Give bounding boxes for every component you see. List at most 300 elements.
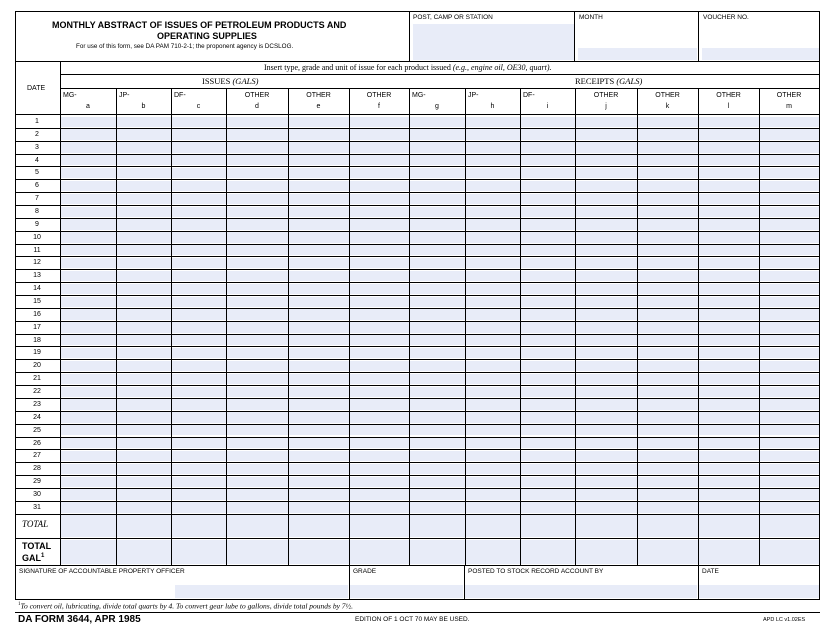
day-11-cell-e[interactable]: [289, 245, 349, 255]
day-1-cell-b[interactable]: [117, 117, 171, 127]
day-28-cell-k[interactable]: [638, 464, 698, 474]
day-8-cell-l[interactable]: [699, 207, 759, 217]
day-14-cell-d[interactable]: [227, 284, 288, 294]
day-12-cell-e[interactable]: [289, 258, 349, 268]
day-27-cell-c[interactable]: [172, 451, 226, 461]
day-14-cell-a[interactable]: [61, 284, 116, 294]
day-20-cell-j[interactable]: [576, 361, 637, 371]
day-29-cell-i[interactable]: [521, 477, 575, 487]
day-4-cell-i[interactable]: [521, 155, 575, 165]
day-22-cell-j[interactable]: [576, 387, 637, 397]
day-8-cell-m[interactable]: [760, 207, 819, 217]
day-19-cell-f[interactable]: [350, 348, 409, 358]
day-15-cell-f[interactable]: [350, 297, 409, 307]
day-2-cell-j[interactable]: [576, 129, 637, 139]
day-7-cell-k[interactable]: [638, 194, 698, 204]
day-16-cell-f[interactable]: [350, 309, 409, 319]
day-18-cell-a[interactable]: [61, 335, 116, 345]
day-13-cell-m[interactable]: [760, 271, 819, 281]
day-3-cell-a[interactable]: [61, 142, 116, 152]
day-25-cell-m[interactable]: [760, 425, 819, 435]
day-3-cell-e[interactable]: [289, 142, 349, 152]
total-cell-e[interactable]: [289, 515, 349, 537]
day-11-cell-d[interactable]: [227, 245, 288, 255]
day-20-cell-e[interactable]: [289, 361, 349, 371]
day-3-cell-c[interactable]: [172, 142, 226, 152]
day-4-cell-k[interactable]: [638, 155, 698, 165]
day-15-cell-k[interactable]: [638, 297, 698, 307]
day-30-cell-e[interactable]: [289, 489, 349, 499]
day-15-cell-g[interactable]: [410, 297, 465, 307]
total-gal-cell-i[interactable]: [521, 540, 575, 564]
day-17-cell-m[interactable]: [760, 322, 819, 332]
day-19-cell-m[interactable]: [760, 348, 819, 358]
day-21-cell-b[interactable]: [117, 374, 171, 384]
day-4-cell-l[interactable]: [699, 155, 759, 165]
day-28-cell-b[interactable]: [117, 464, 171, 474]
total-gal-cell-b[interactable]: [117, 540, 171, 564]
day-28-cell-c[interactable]: [172, 464, 226, 474]
day-4-cell-g[interactable]: [410, 155, 465, 165]
total-gal-cell-d[interactable]: [227, 540, 288, 564]
day-4-cell-b[interactable]: [117, 155, 171, 165]
day-28-cell-d[interactable]: [227, 464, 288, 474]
day-28-cell-j[interactable]: [576, 464, 637, 474]
day-22-cell-g[interactable]: [410, 387, 465, 397]
day-11-cell-m[interactable]: [760, 245, 819, 255]
day-31-cell-m[interactable]: [760, 502, 819, 512]
day-26-cell-c[interactable]: [172, 438, 226, 448]
day-22-cell-l[interactable]: [699, 387, 759, 397]
day-7-cell-j[interactable]: [576, 194, 637, 204]
day-30-cell-j[interactable]: [576, 489, 637, 499]
day-13-cell-i[interactable]: [521, 271, 575, 281]
day-31-cell-k[interactable]: [638, 502, 698, 512]
day-23-cell-h[interactable]: [466, 399, 520, 409]
day-12-cell-i[interactable]: [521, 258, 575, 268]
day-17-cell-h[interactable]: [466, 322, 520, 332]
day-28-cell-e[interactable]: [289, 464, 349, 474]
day-18-cell-j[interactable]: [576, 335, 637, 345]
day-14-cell-b[interactable]: [117, 284, 171, 294]
day-14-cell-c[interactable]: [172, 284, 226, 294]
day-13-cell-h[interactable]: [466, 271, 520, 281]
day-12-cell-f[interactable]: [350, 258, 409, 268]
day-30-cell-h[interactable]: [466, 489, 520, 499]
day-4-cell-a[interactable]: [61, 155, 116, 165]
day-17-cell-b[interactable]: [117, 322, 171, 332]
day-17-cell-l[interactable]: [699, 322, 759, 332]
day-30-cell-i[interactable]: [521, 489, 575, 499]
day-8-cell-c[interactable]: [172, 207, 226, 217]
day-27-cell-i[interactable]: [521, 451, 575, 461]
day-25-cell-k[interactable]: [638, 425, 698, 435]
day-1-cell-g[interactable]: [410, 117, 465, 127]
day-6-cell-k[interactable]: [638, 181, 698, 191]
day-9-cell-j[interactable]: [576, 219, 637, 229]
day-28-cell-f[interactable]: [350, 464, 409, 474]
day-5-cell-f[interactable]: [350, 168, 409, 178]
day-3-cell-j[interactable]: [576, 142, 637, 152]
day-25-cell-g[interactable]: [410, 425, 465, 435]
day-30-cell-b[interactable]: [117, 489, 171, 499]
day-11-cell-i[interactable]: [521, 245, 575, 255]
day-2-cell-b[interactable]: [117, 129, 171, 139]
day-8-cell-e[interactable]: [289, 207, 349, 217]
day-13-cell-l[interactable]: [699, 271, 759, 281]
day-7-cell-b[interactable]: [117, 194, 171, 204]
day-26-cell-a[interactable]: [61, 438, 116, 448]
day-23-cell-l[interactable]: [699, 399, 759, 409]
day-14-cell-g[interactable]: [410, 284, 465, 294]
day-11-cell-a[interactable]: [61, 245, 116, 255]
day-1-cell-f[interactable]: [350, 117, 409, 127]
day-8-cell-j[interactable]: [576, 207, 637, 217]
day-6-cell-d[interactable]: [227, 181, 288, 191]
day-27-cell-b[interactable]: [117, 451, 171, 461]
day-17-cell-a[interactable]: [61, 322, 116, 332]
total-cell-h[interactable]: [466, 515, 520, 537]
day-23-cell-d[interactable]: [227, 399, 288, 409]
day-16-cell-k[interactable]: [638, 309, 698, 319]
total-cell-i[interactable]: [521, 515, 575, 537]
total-gal-cell-f[interactable]: [350, 540, 409, 564]
day-17-cell-k[interactable]: [638, 322, 698, 332]
day-2-cell-c[interactable]: [172, 129, 226, 139]
day-3-cell-d[interactable]: [227, 142, 288, 152]
day-26-cell-d[interactable]: [227, 438, 288, 448]
day-22-cell-f[interactable]: [350, 387, 409, 397]
day-10-cell-f[interactable]: [350, 232, 409, 242]
day-31-cell-l[interactable]: [699, 502, 759, 512]
day-24-cell-l[interactable]: [699, 412, 759, 422]
signature-officer-field[interactable]: [175, 585, 348, 598]
day-22-cell-b[interactable]: [117, 387, 171, 397]
day-5-cell-k[interactable]: [638, 168, 698, 178]
day-7-cell-f[interactable]: [350, 194, 409, 204]
day-28-cell-h[interactable]: [466, 464, 520, 474]
day-10-cell-c[interactable]: [172, 232, 226, 242]
day-8-cell-a[interactable]: [61, 207, 116, 217]
day-5-cell-j[interactable]: [576, 168, 637, 178]
day-2-cell-f[interactable]: [350, 129, 409, 139]
day-21-cell-m[interactable]: [760, 374, 819, 384]
day-7-cell-h[interactable]: [466, 194, 520, 204]
day-14-cell-f[interactable]: [350, 284, 409, 294]
posted-by-field[interactable]: [465, 585, 697, 598]
day-18-cell-m[interactable]: [760, 335, 819, 345]
day-19-cell-h[interactable]: [466, 348, 520, 358]
day-8-cell-h[interactable]: [466, 207, 520, 217]
day-25-cell-i[interactable]: [521, 425, 575, 435]
day-20-cell-g[interactable]: [410, 361, 465, 371]
day-30-cell-g[interactable]: [410, 489, 465, 499]
total-gal-cell-a[interactable]: [61, 540, 116, 564]
day-22-cell-a[interactable]: [61, 387, 116, 397]
day-29-cell-c[interactable]: [172, 477, 226, 487]
day-23-cell-g[interactable]: [410, 399, 465, 409]
day-24-cell-k[interactable]: [638, 412, 698, 422]
day-31-cell-h[interactable]: [466, 502, 520, 512]
day-22-cell-k[interactable]: [638, 387, 698, 397]
day-2-cell-m[interactable]: [760, 129, 819, 139]
day-25-cell-j[interactable]: [576, 425, 637, 435]
total-gal-cell-e[interactable]: [289, 540, 349, 564]
day-20-cell-k[interactable]: [638, 361, 698, 371]
day-13-cell-e[interactable]: [289, 271, 349, 281]
day-14-cell-k[interactable]: [638, 284, 698, 294]
day-13-cell-g[interactable]: [410, 271, 465, 281]
day-2-cell-d[interactable]: [227, 129, 288, 139]
day-23-cell-k[interactable]: [638, 399, 698, 409]
day-28-cell-a[interactable]: [61, 464, 116, 474]
day-6-cell-l[interactable]: [699, 181, 759, 191]
day-23-cell-i[interactable]: [521, 399, 575, 409]
day-18-cell-g[interactable]: [410, 335, 465, 345]
day-17-cell-j[interactable]: [576, 322, 637, 332]
day-26-cell-e[interactable]: [289, 438, 349, 448]
day-10-cell-a[interactable]: [61, 232, 116, 242]
day-24-cell-m[interactable]: [760, 412, 819, 422]
day-15-cell-d[interactable]: [227, 297, 288, 307]
day-27-cell-h[interactable]: [466, 451, 520, 461]
day-11-cell-h[interactable]: [466, 245, 520, 255]
day-14-cell-m[interactable]: [760, 284, 819, 294]
day-11-cell-f[interactable]: [350, 245, 409, 255]
day-31-cell-c[interactable]: [172, 502, 226, 512]
day-16-cell-b[interactable]: [117, 309, 171, 319]
date-signed-field[interactable]: [699, 585, 819, 598]
day-20-cell-l[interactable]: [699, 361, 759, 371]
day-12-cell-l[interactable]: [699, 258, 759, 268]
day-13-cell-a[interactable]: [61, 271, 116, 281]
day-11-cell-b[interactable]: [117, 245, 171, 255]
day-23-cell-m[interactable]: [760, 399, 819, 409]
day-18-cell-i[interactable]: [521, 335, 575, 345]
day-20-cell-c[interactable]: [172, 361, 226, 371]
day-29-cell-m[interactable]: [760, 477, 819, 487]
day-21-cell-l[interactable]: [699, 374, 759, 384]
day-22-cell-h[interactable]: [466, 387, 520, 397]
day-13-cell-f[interactable]: [350, 271, 409, 281]
day-22-cell-c[interactable]: [172, 387, 226, 397]
day-17-cell-e[interactable]: [289, 322, 349, 332]
day-7-cell-m[interactable]: [760, 194, 819, 204]
total-cell-a[interactable]: [61, 515, 116, 537]
day-15-cell-c[interactable]: [172, 297, 226, 307]
day-31-cell-g[interactable]: [410, 502, 465, 512]
day-20-cell-m[interactable]: [760, 361, 819, 371]
day-9-cell-d[interactable]: [227, 219, 288, 229]
day-9-cell-l[interactable]: [699, 219, 759, 229]
day-23-cell-f[interactable]: [350, 399, 409, 409]
day-29-cell-g[interactable]: [410, 477, 465, 487]
day-12-cell-c[interactable]: [172, 258, 226, 268]
day-15-cell-b[interactable]: [117, 297, 171, 307]
day-2-cell-g[interactable]: [410, 129, 465, 139]
day-25-cell-f[interactable]: [350, 425, 409, 435]
day-31-cell-e[interactable]: [289, 502, 349, 512]
day-14-cell-l[interactable]: [699, 284, 759, 294]
day-6-cell-f[interactable]: [350, 181, 409, 191]
day-6-cell-j[interactable]: [576, 181, 637, 191]
day-7-cell-c[interactable]: [172, 194, 226, 204]
day-9-cell-m[interactable]: [760, 219, 819, 229]
day-26-cell-k[interactable]: [638, 438, 698, 448]
day-13-cell-b[interactable]: [117, 271, 171, 281]
day-24-cell-g[interactable]: [410, 412, 465, 422]
day-29-cell-e[interactable]: [289, 477, 349, 487]
voucher-field[interactable]: [702, 48, 819, 60]
day-10-cell-g[interactable]: [410, 232, 465, 242]
day-21-cell-k[interactable]: [638, 374, 698, 384]
day-16-cell-m[interactable]: [760, 309, 819, 319]
day-25-cell-e[interactable]: [289, 425, 349, 435]
day-21-cell-j[interactable]: [576, 374, 637, 384]
day-2-cell-l[interactable]: [699, 129, 759, 139]
day-25-cell-l[interactable]: [699, 425, 759, 435]
day-6-cell-b[interactable]: [117, 181, 171, 191]
day-27-cell-m[interactable]: [760, 451, 819, 461]
day-6-cell-h[interactable]: [466, 181, 520, 191]
day-4-cell-j[interactable]: [576, 155, 637, 165]
total-cell-b[interactable]: [117, 515, 171, 537]
total-cell-j[interactable]: [576, 515, 637, 537]
day-26-cell-g[interactable]: [410, 438, 465, 448]
day-2-cell-e[interactable]: [289, 129, 349, 139]
day-17-cell-f[interactable]: [350, 322, 409, 332]
day-16-cell-j[interactable]: [576, 309, 637, 319]
day-15-cell-e[interactable]: [289, 297, 349, 307]
day-21-cell-a[interactable]: [61, 374, 116, 384]
day-26-cell-h[interactable]: [466, 438, 520, 448]
day-16-cell-c[interactable]: [172, 309, 226, 319]
day-25-cell-a[interactable]: [61, 425, 116, 435]
day-24-cell-j[interactable]: [576, 412, 637, 422]
day-29-cell-d[interactable]: [227, 477, 288, 487]
day-23-cell-e[interactable]: [289, 399, 349, 409]
day-30-cell-l[interactable]: [699, 489, 759, 499]
day-21-cell-i[interactable]: [521, 374, 575, 384]
day-22-cell-m[interactable]: [760, 387, 819, 397]
day-15-cell-j[interactable]: [576, 297, 637, 307]
day-19-cell-d[interactable]: [227, 348, 288, 358]
day-8-cell-d[interactable]: [227, 207, 288, 217]
day-5-cell-i[interactable]: [521, 168, 575, 178]
total-cell-f[interactable]: [350, 515, 409, 537]
day-22-cell-i[interactable]: [521, 387, 575, 397]
day-21-cell-c[interactable]: [172, 374, 226, 384]
day-12-cell-g[interactable]: [410, 258, 465, 268]
day-9-cell-i[interactable]: [521, 219, 575, 229]
day-18-cell-l[interactable]: [699, 335, 759, 345]
day-8-cell-g[interactable]: [410, 207, 465, 217]
day-4-cell-h[interactable]: [466, 155, 520, 165]
total-gal-cell-c[interactable]: [172, 540, 226, 564]
day-24-cell-d[interactable]: [227, 412, 288, 422]
day-7-cell-a[interactable]: [61, 194, 116, 204]
day-29-cell-l[interactable]: [699, 477, 759, 487]
day-16-cell-d[interactable]: [227, 309, 288, 319]
day-13-cell-j[interactable]: [576, 271, 637, 281]
day-15-cell-h[interactable]: [466, 297, 520, 307]
day-4-cell-f[interactable]: [350, 155, 409, 165]
day-11-cell-k[interactable]: [638, 245, 698, 255]
day-3-cell-h[interactable]: [466, 142, 520, 152]
month-field[interactable]: [578, 48, 697, 60]
day-18-cell-e[interactable]: [289, 335, 349, 345]
day-20-cell-a[interactable]: [61, 361, 116, 371]
day-27-cell-d[interactable]: [227, 451, 288, 461]
day-21-cell-f[interactable]: [350, 374, 409, 384]
day-26-cell-i[interactable]: [521, 438, 575, 448]
day-18-cell-d[interactable]: [227, 335, 288, 345]
day-21-cell-g[interactable]: [410, 374, 465, 384]
day-26-cell-m[interactable]: [760, 438, 819, 448]
day-10-cell-j[interactable]: [576, 232, 637, 242]
day-1-cell-d[interactable]: [227, 117, 288, 127]
day-29-cell-f[interactable]: [350, 477, 409, 487]
day-15-cell-l[interactable]: [699, 297, 759, 307]
day-7-cell-i[interactable]: [521, 194, 575, 204]
day-14-cell-j[interactable]: [576, 284, 637, 294]
total-gal-cell-j[interactable]: [576, 540, 637, 564]
day-3-cell-m[interactable]: [760, 142, 819, 152]
day-15-cell-i[interactable]: [521, 297, 575, 307]
day-12-cell-m[interactable]: [760, 258, 819, 268]
day-27-cell-f[interactable]: [350, 451, 409, 461]
day-10-cell-i[interactable]: [521, 232, 575, 242]
day-1-cell-l[interactable]: [699, 117, 759, 127]
day-18-cell-f[interactable]: [350, 335, 409, 345]
day-24-cell-b[interactable]: [117, 412, 171, 422]
day-9-cell-a[interactable]: [61, 219, 116, 229]
day-11-cell-c[interactable]: [172, 245, 226, 255]
day-12-cell-h[interactable]: [466, 258, 520, 268]
day-3-cell-k[interactable]: [638, 142, 698, 152]
day-26-cell-b[interactable]: [117, 438, 171, 448]
day-24-cell-e[interactable]: [289, 412, 349, 422]
day-6-cell-c[interactable]: [172, 181, 226, 191]
day-29-cell-h[interactable]: [466, 477, 520, 487]
day-21-cell-h[interactable]: [466, 374, 520, 384]
day-27-cell-e[interactable]: [289, 451, 349, 461]
day-12-cell-a[interactable]: [61, 258, 116, 268]
day-15-cell-a[interactable]: [61, 297, 116, 307]
day-29-cell-b[interactable]: [117, 477, 171, 487]
day-31-cell-b[interactable]: [117, 502, 171, 512]
day-2-cell-a[interactable]: [61, 129, 116, 139]
day-5-cell-h[interactable]: [466, 168, 520, 178]
day-1-cell-j[interactable]: [576, 117, 637, 127]
day-9-cell-e[interactable]: [289, 219, 349, 229]
day-1-cell-m[interactable]: [760, 117, 819, 127]
day-10-cell-m[interactable]: [760, 232, 819, 242]
day-11-cell-j[interactable]: [576, 245, 637, 255]
day-2-cell-h[interactable]: [466, 129, 520, 139]
day-4-cell-c[interactable]: [172, 155, 226, 165]
day-5-cell-d[interactable]: [227, 168, 288, 178]
day-9-cell-k[interactable]: [638, 219, 698, 229]
total-gal-cell-k[interactable]: [638, 540, 698, 564]
day-9-cell-f[interactable]: [350, 219, 409, 229]
day-6-cell-g[interactable]: [410, 181, 465, 191]
day-20-cell-b[interactable]: [117, 361, 171, 371]
day-15-cell-m[interactable]: [760, 297, 819, 307]
day-7-cell-l[interactable]: [699, 194, 759, 204]
day-18-cell-h[interactable]: [466, 335, 520, 345]
day-17-cell-d[interactable]: [227, 322, 288, 332]
